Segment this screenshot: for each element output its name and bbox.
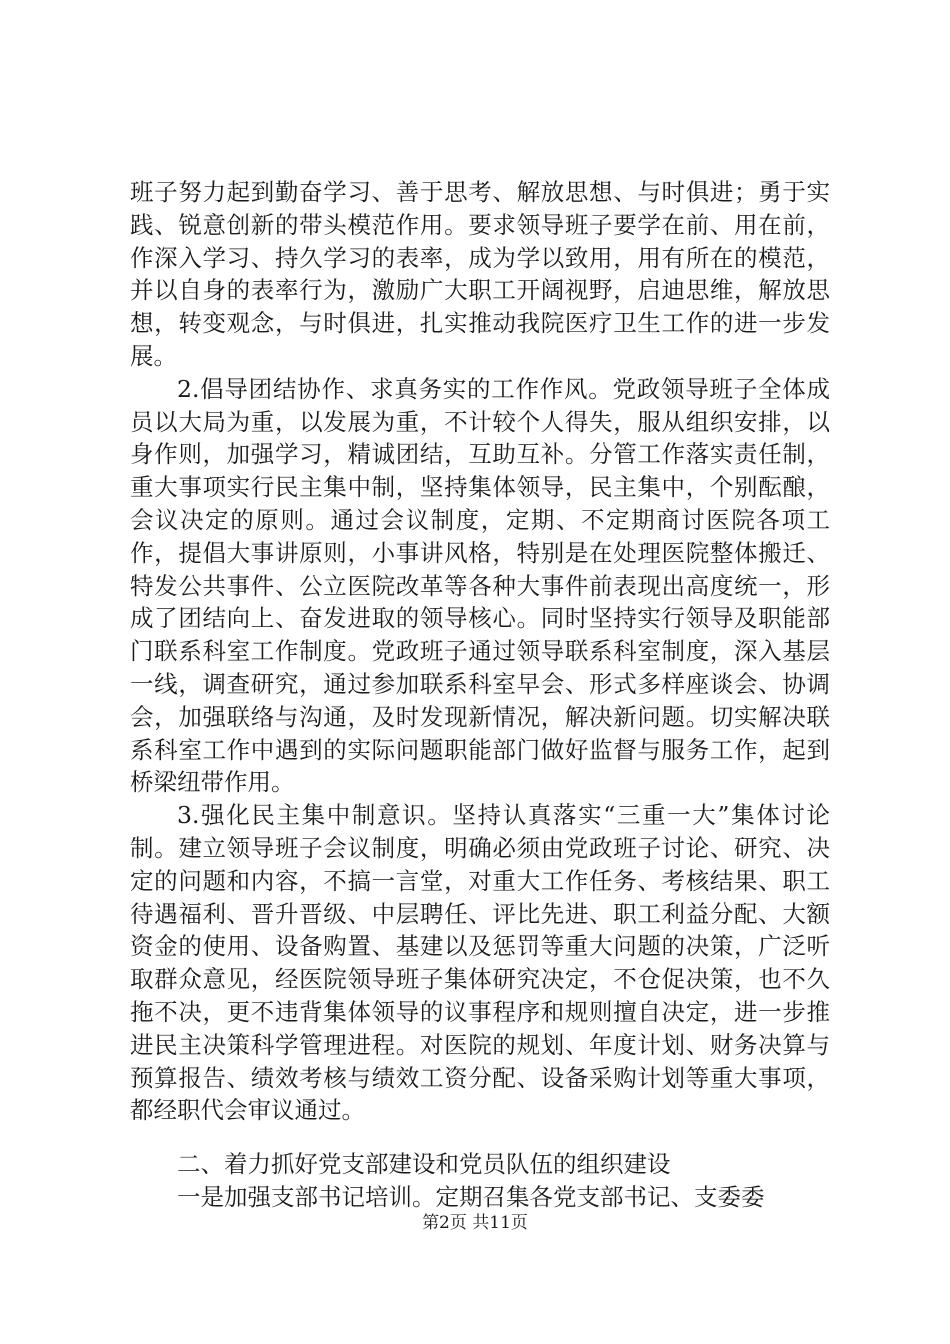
section-heading: 二、着力抓好党支部建设和党员队伍的组织建设 [177, 1150, 671, 1179]
page-number-footer: 第2页 共11页 [422, 1213, 528, 1233]
section-first-line: 一是加强支部书记培训。定期召集各党支部书记、支委委 [177, 1182, 765, 1211]
document-body [130, 176, 830, 1214]
paragraph-continued: 班子努力起到勤奋学习、善于思考、解放思想、与时俱进；勇于实践、锐意创新的带头模范作用。要求领导班子要学在前、用在前，作深入学习、持久学习的表率，成为学以致用，用有所在的模范，并以自身的表率行为，激励广大职工开阔视野，启迪思维，解放思想，转变观念，与时俱进，扎实推动我院医疗卫生工作的进一步发展。 [130, 178, 830, 370]
paragraph-item-3: 3.强化民主集中制意识。坚持认真落实“三重一大”集体讨论制。建立领导班子会议制度，明确必须由党政班子讨论、研究、决定的问题和内容，不搞一言堂，对重大工作任务、考核结果、职工待遇福利、晋升晋级、中层聘任、评比先进、职工利益分配、大额资金的使用、设备购置、基建以及惩罚等重大问题的决策，广泛听取群众意见，经医院领导班子集体研究决定，不仓促决策，也不久拖不决，更不违背集体领导的议事程序和规则擅自决定，进一步推进民主决策科学管理进程。对医院的规划、年度计划、财务决算与预算报告、绩效考核与绩效工资分配、设备采购计划等重大事项，都经职代会审议通过。 [130, 801, 830, 1125]
paragraph-item-2: 2.倡导团结协作、求真务实的工作作风。党政领导班子全体成员以大局为重，以发展为重，不计较个人得失，服从组织安排，以身作则，加强学习，精诚团结，互助互补。分管工作落实责任制，重大事项实行民主集中制，坚持集体领导，民主集中，个别酝酿，会议决定的原则。通过会议制度，定期、不定期商讨医院各项工作，提倡大事讲原则，小事讲风格，特别是在处理医院整体搬迁、特发公共事件、公立医院改革等各种大事件前表现出高度统一，形成了团结向上、奋发进取的领导核心。同时坚持实行领导及职能部门联系科室工作制度。党政班子通过领导联系科室制度，深入基层一线，调查研究，通过参加联系科室早会、形式多样座谈会、协调会，加强联络与沟通，及时发现新情况，解决新问题。切实解决联系科室工作中遇到的实际问题职能部门做好监督与服务工作，起到桥梁纽带作用。 [130, 374, 830, 797]
